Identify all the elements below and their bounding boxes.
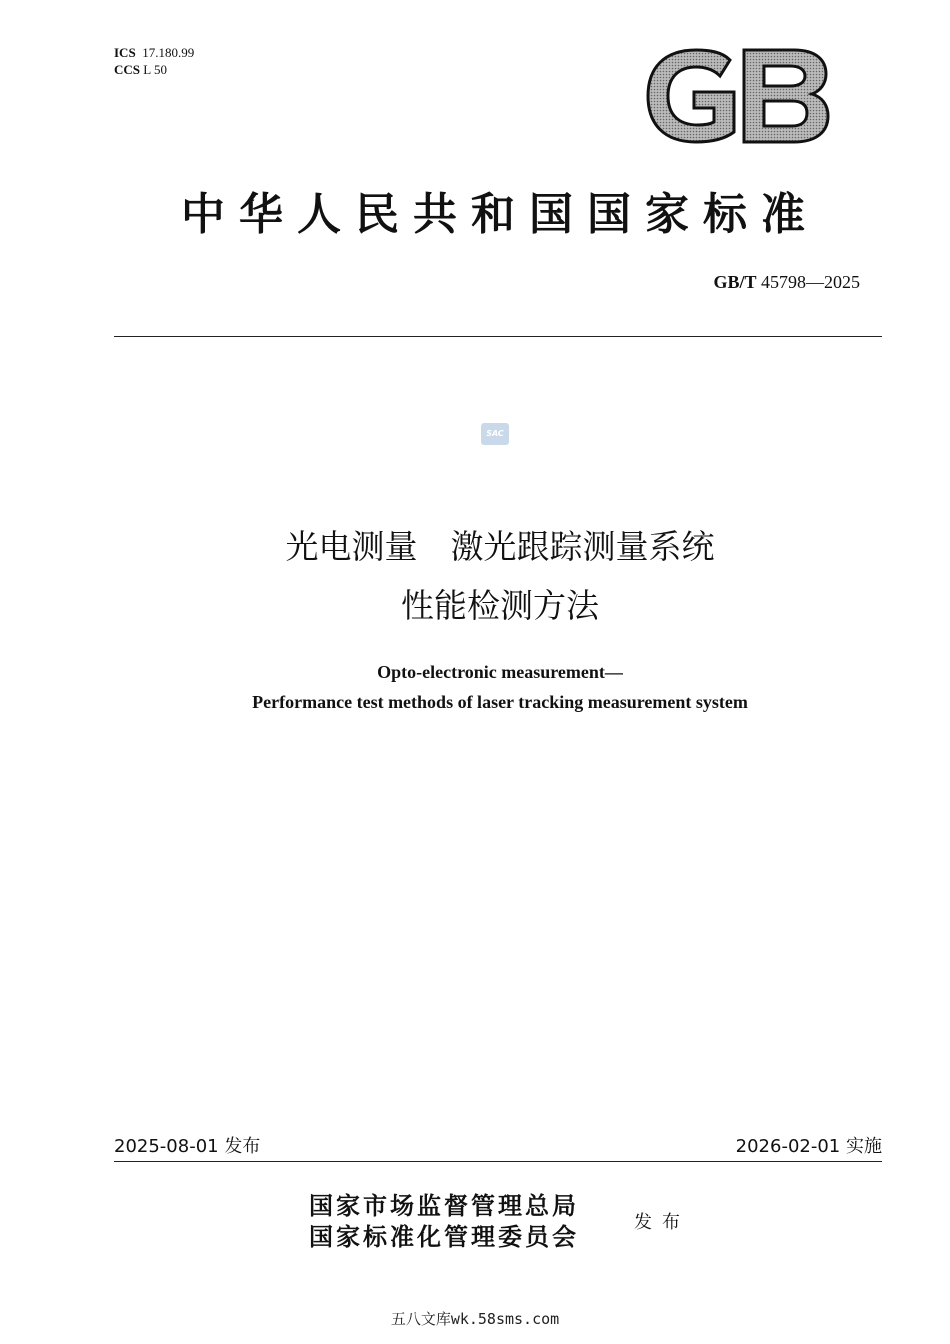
- bottom-divider: [114, 1161, 882, 1162]
- issuing-authorities: [309, 1190, 579, 1252]
- issuer-sac: 国家标准化管理委员会: [309, 1222, 579, 1251]
- issue-label: 发布: [634, 1212, 690, 1233]
- issuer-samr: 国家市场监督管理总局: [309, 1191, 579, 1220]
- svg-text:GB: GB: [738, 104, 740, 105]
- title-chinese-line1: 光电测量 激光跟踪测量系统: [285, 527, 715, 566]
- title-english-line1: Opto-electronic measurement—: [377, 662, 623, 682]
- national-standard-title: 中华人民共和国国家标准: [181, 189, 819, 240]
- ccs-code: CCS L 50: [114, 62, 167, 77]
- gb-logo: [644, 46, 832, 146]
- footer-watermark: 五八文库wk.58sms.com: [390, 1310, 560, 1328]
- classification-codes: [114, 44, 194, 78]
- title-chinese-line2: 性能检测方法: [401, 586, 599, 625]
- top-divider: [114, 336, 882, 337]
- implementation-date: 2026-02-01 实施: [735, 1136, 882, 1157]
- sac-watermark-icon: SAC: [481, 423, 509, 445]
- standard-number: GB/T 45798—2025: [713, 272, 860, 292]
- ics-code: ICS 17.180.99: [114, 45, 195, 60]
- release-date: 2025-08-01 发布: [114, 1136, 261, 1157]
- title-english-line2: Performance test methods of laser tracking measurement system: [252, 692, 748, 712]
